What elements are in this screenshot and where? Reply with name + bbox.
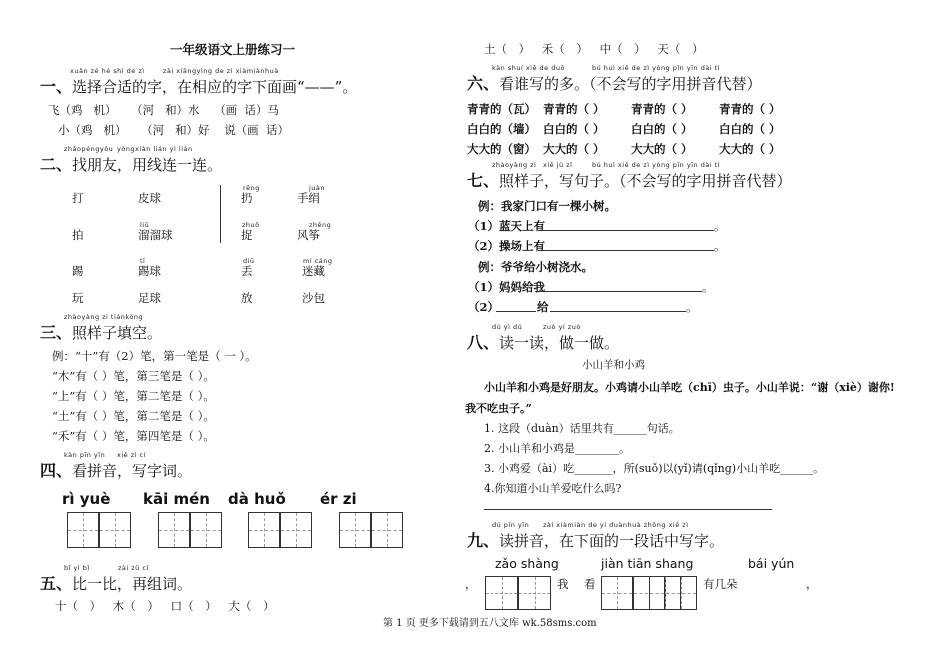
s2-mid-4: 足球 bbox=[138, 291, 161, 305]
s9-heading bbox=[467, 528, 724, 551]
s6-pinyin-1: kàn shuí xiě de duō bbox=[492, 64, 565, 72]
s3-pinyin: zhàoyàng zi tiánkòng bbox=[64, 313, 144, 321]
s4-word-1: rì yuè bbox=[62, 490, 111, 508]
s2-r1-1-pinyin: rēng bbox=[243, 184, 260, 192]
s4-box[interactable] bbox=[280, 512, 312, 548]
s1-r1-f: 话）马 bbox=[244, 103, 279, 117]
s6-label: 六、 bbox=[467, 74, 500, 93]
s6-r1-c1: 青青的（瓦） bbox=[467, 102, 536, 116]
s9-text: 读拼音，在下面的一段话中写字。 bbox=[499, 532, 725, 550]
s1-r2-d: 和）好 bbox=[175, 123, 210, 137]
s7-pinyin-1: zhàoyàng zi bbox=[492, 161, 537, 169]
s6-r1-c4: 青青的（ ） bbox=[719, 102, 781, 116]
s4-word-3: dà huǒ bbox=[228, 490, 286, 508]
s1-r2-f: 话） bbox=[266, 123, 289, 137]
s8-heading bbox=[467, 330, 619, 353]
s2-heading bbox=[40, 152, 222, 175]
s6-r1-c2: 青青的（ ） bbox=[543, 102, 605, 116]
s9-box[interactable] bbox=[518, 576, 551, 610]
s1-r1-e: （画 bbox=[214, 103, 238, 117]
s3-line-2: “木”有（ ）笔，第三笔是（ ）。 bbox=[52, 369, 215, 383]
s6-r2-c2: 白白的（ ） bbox=[543, 122, 605, 136]
s3-line-5: “禾”有（ ）笔，第四笔是（ ）。 bbox=[52, 429, 215, 443]
s7-pinyin-3: bú huì xiě de zì yòng pīn yīn dài tì bbox=[592, 161, 721, 169]
s7-example-1: 例：我家门口有一棵小树。 bbox=[478, 199, 616, 213]
s9-comma-1: ， bbox=[465, 577, 477, 591]
s8-story-title: 小山羊和小鸡 bbox=[582, 359, 645, 371]
s3-heading bbox=[40, 320, 162, 343]
s7-pinyin-2: xiě jù zǐ bbox=[543, 161, 573, 169]
s7-text: 照样子，写句子。（不会写的字用拼音代替） bbox=[499, 172, 792, 190]
s2-pinyin-2: yòngxiàn lián yì lián bbox=[117, 145, 193, 153]
s4-box[interactable] bbox=[67, 512, 99, 548]
s2-r2-2: 风筝 bbox=[297, 228, 320, 242]
s9-label: 九、 bbox=[467, 531, 500, 550]
s4-word-4: ér zi bbox=[320, 490, 357, 508]
s8-answer-line[interactable] bbox=[484, 509, 772, 510]
s7-heading bbox=[467, 168, 792, 191]
s2-mid-3-pinyin: tī bbox=[140, 257, 146, 265]
s1-heading bbox=[40, 74, 357, 97]
s4-box[interactable] bbox=[339, 512, 371, 548]
s6-r3-c2: 大大的（ ） bbox=[543, 142, 605, 156]
s1-row1 bbox=[48, 102, 279, 118]
s7-line-3-label: （1）妈妈给我 bbox=[468, 280, 546, 294]
s2-mid-2-pinyin: liū bbox=[140, 221, 150, 229]
s2-r2-1-pinyin: juàn bbox=[309, 184, 326, 192]
s7-line-4-end: 。 bbox=[686, 300, 698, 314]
s7-answer-line[interactable] bbox=[538, 230, 714, 231]
page-title: 一年级语文上册练习一 bbox=[170, 42, 296, 57]
s5-row-2: 土（ ） 禾（ ） 中（ ） 天（ ） bbox=[484, 42, 704, 56]
s1-r2-c: （河 bbox=[141, 123, 165, 137]
s7-line-4-gei: 给 bbox=[537, 300, 549, 314]
s4-text: 看拼音，写字词。 bbox=[72, 462, 193, 480]
s1-pinyin-1: xuǎn zé hé shì de zì bbox=[70, 67, 145, 75]
s5-pinyin-2: zài zǔ cí bbox=[118, 564, 149, 572]
s2-text: 找朋友，用线连一连。 bbox=[72, 156, 223, 174]
s2-left-3: 踢 bbox=[72, 264, 84, 278]
s2-r2-1: 手绢 bbox=[297, 191, 320, 205]
s2-left-1: 打 bbox=[72, 191, 84, 205]
s2-r1-2-pinyin: zhuō bbox=[242, 221, 260, 229]
s6-r3-c1: 大大的（窗） bbox=[467, 142, 536, 156]
s1-r1-a: 飞（鸡 bbox=[48, 103, 83, 117]
s7-label: 七、 bbox=[467, 171, 500, 190]
s7-line-3-end: 。 bbox=[702, 280, 714, 294]
s2-r2-3-pinyin: mí cáng bbox=[303, 257, 333, 265]
s7-line-4-label: （2） bbox=[468, 300, 500, 314]
s6-r2-c1: 白白的（墙） bbox=[467, 122, 536, 136]
s2-r2-2-pinyin: zhēng bbox=[309, 221, 332, 229]
s4-pinyin-2: xiě zì cí bbox=[117, 451, 146, 459]
s5-heading bbox=[40, 571, 192, 594]
s7-answer-line[interactable] bbox=[538, 291, 702, 292]
page-footer: 第 1 页 更多下载请到五八文库 wk.58sms.com bbox=[383, 618, 597, 629]
s5-label: 五、 bbox=[40, 574, 73, 593]
s2-label: 二、 bbox=[40, 155, 73, 174]
s8-text: 读一读，做一做。 bbox=[499, 334, 620, 352]
s7-answer-line[interactable] bbox=[550, 311, 686, 312]
s9-comma-2: ， bbox=[806, 577, 818, 591]
s8-pinyin-2: zuò yí zuò bbox=[543, 323, 581, 331]
s3-label: 三、 bbox=[40, 323, 73, 342]
s7-answer-line[interactable] bbox=[538, 250, 714, 251]
s9-you: 有几朵 bbox=[703, 577, 738, 591]
s7-line-2-label: （2）操场上有 bbox=[468, 239, 546, 253]
s8-story-2: 我不吃虫子。” bbox=[465, 402, 532, 415]
s2-r1-2: 捉 bbox=[241, 228, 253, 242]
s8-q2: 2. 小山羊和小鸡是________。 bbox=[484, 442, 630, 455]
s4-heading bbox=[40, 458, 192, 481]
s9-box[interactable] bbox=[485, 576, 518, 610]
s2-r2-3: 迷藏 bbox=[302, 264, 325, 278]
s4-box[interactable] bbox=[248, 512, 280, 548]
s2-pinyin-1: zhǎopéngyǒu bbox=[64, 145, 114, 153]
s4-pinyin-1: kàn pīn yīn bbox=[64, 451, 106, 459]
s6-text: 看谁写的多。（不会写的字用拼音代替） bbox=[499, 75, 762, 93]
s9-box[interactable] bbox=[601, 576, 633, 610]
s6-r2-c3: 白白的（ ） bbox=[631, 122, 693, 136]
s6-pinyin-2: bú huì xiě de zì yòng pīn yīn dài tì bbox=[592, 64, 721, 72]
s5-row-1: 十（ ） 木（ ） 口（ ） 大（ ） bbox=[55, 599, 275, 613]
s5-text: 比一比，再组词。 bbox=[72, 575, 193, 593]
s2-left-4: 玩 bbox=[72, 291, 84, 305]
s9-word-1: zǎo shàng bbox=[495, 556, 559, 571]
s1-row2 bbox=[58, 122, 289, 138]
s7-answer-line[interactable] bbox=[496, 311, 536, 312]
s9-box[interactable] bbox=[649, 576, 681, 610]
s8-label: 八、 bbox=[467, 333, 500, 352]
s9-word-3: bái yún bbox=[748, 556, 795, 571]
s2-r2-4: 沙包 bbox=[302, 291, 325, 305]
s2-r1-1: 扔 bbox=[241, 191, 253, 205]
s8-q3: 3. 小鸡爱（ài）吃_______，所(suǒ)以(yǐ)请(qǐng)小山羊吃______。 bbox=[484, 462, 825, 475]
s8-story-1: 小山羊和小鸡是好朋友。小鸡请小山羊吃（chī）虫子。小山羊说：“谢（xiè）谢你! bbox=[484, 381, 895, 394]
s6-r3-c3: 大大的（ ） bbox=[631, 142, 693, 156]
s1-r1-c: （河 bbox=[131, 103, 155, 117]
s9-wo: 我 bbox=[557, 577, 569, 591]
s4-box[interactable] bbox=[158, 512, 190, 548]
s1-r1-d: 和）水 bbox=[165, 103, 200, 117]
s3-line-3: “上”有（ ）笔，第二笔是（ ）。 bbox=[52, 389, 215, 403]
s7-line-1-end: 。 bbox=[714, 219, 726, 233]
s2-divider bbox=[220, 185, 221, 243]
s9-word-2: jiàn tiān shang bbox=[601, 556, 694, 571]
s2-mid-2: 溜溜球 bbox=[138, 228, 173, 242]
s2-r1-4: 放 bbox=[241, 291, 253, 305]
s4-box[interactable] bbox=[99, 512, 131, 548]
s4-box[interactable] bbox=[371, 512, 403, 548]
s2-r1-3-pinyin: diū bbox=[243, 257, 255, 265]
s6-r1-c3: 青青的（ ） bbox=[631, 102, 693, 116]
s1-text: 选择合适的字，在相应的字下面画“——”。 bbox=[72, 78, 358, 96]
s1-r2-a: 小（鸡 bbox=[58, 123, 93, 137]
s1-r1-b: 机） bbox=[93, 103, 117, 117]
s5-pinyin-1: bǐ yì bǐ bbox=[64, 564, 90, 572]
s2-r1-3: 丢 bbox=[241, 264, 253, 278]
s3-text: 照样子填空。 bbox=[72, 324, 163, 342]
s9-kan: 看 bbox=[584, 577, 596, 591]
s2-mid-3: 踢球 bbox=[138, 264, 161, 278]
s4-box[interactable] bbox=[190, 512, 222, 548]
s1-r2-e: 说（画 bbox=[224, 123, 259, 137]
s1-r2-b: 机） bbox=[103, 123, 127, 137]
s9-pinyin-2: zài xiàmiàn de yí duànhuà zhōng xiě zì bbox=[543, 521, 689, 529]
s4-label: 四、 bbox=[40, 461, 73, 480]
s6-r2-c4: 白白的（ ） bbox=[719, 122, 781, 136]
s8-q1: 1. 这段（duàn）话里共有______句话。 bbox=[484, 422, 680, 435]
s6-r3-c4: 大大的（ ） bbox=[719, 142, 781, 156]
s6-heading bbox=[467, 71, 762, 94]
s1-pinyin-2: zài xiāngyìng de zì xiàmiànhuà bbox=[163, 67, 279, 75]
s4-word-2: kāi mén bbox=[143, 490, 210, 508]
s8-pinyin-1: dú yì dú bbox=[492, 323, 523, 331]
s3-line-1: 例：“十”有（2）笔，第一笔是（ 一 ）。 bbox=[52, 349, 257, 363]
s8-q4: 4.你知道小山羊爱吃什么吗? bbox=[484, 482, 622, 495]
s7-line-1-label: （1）蓝天上有 bbox=[468, 219, 546, 233]
s2-mid-1: 皮球 bbox=[138, 191, 161, 205]
s2-left-2: 拍 bbox=[72, 228, 84, 242]
s3-line-4: “土”有（ ）笔，第二笔是（ ）。 bbox=[52, 409, 215, 423]
s9-pinyin-1: dú pīn yīn bbox=[492, 521, 530, 529]
s1-label: 一、 bbox=[40, 77, 73, 96]
s7-line-2-end: 。 bbox=[714, 239, 726, 253]
s7-example-2: 例：爷爷给小树浇水。 bbox=[478, 260, 593, 274]
